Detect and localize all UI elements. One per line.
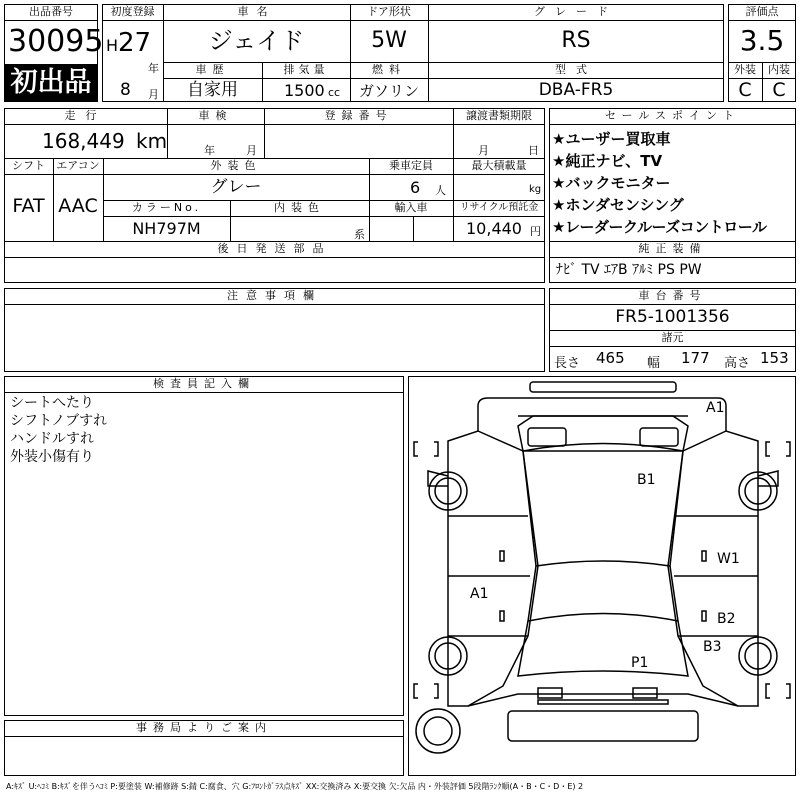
first-listing-badge: 初出品 <box>5 64 97 101</box>
length-label: 長さ <box>554 356 581 371</box>
interior-score: C <box>772 79 786 101</box>
shift-label: シフト <box>12 159 45 172</box>
ac-label: エアコン <box>56 159 100 172</box>
chassis-title: 車台番号 <box>638 289 707 302</box>
import-label: 輸入車 <box>394 201 428 214</box>
inspector-line: ハンドルすれ <box>10 431 94 447</box>
capacity-label: 乗車定員 <box>389 159 433 172</box>
inspector-line: シートへたり <box>10 395 94 411</box>
plate-label: 登録番号 <box>324 109 393 122</box>
color: グレー <box>210 177 262 197</box>
history: 自家用 <box>187 80 238 100</box>
recycle-unit: 円 <box>530 225 541 238</box>
damage-mark: P1 <box>631 655 649 671</box>
inspector-title: 検査員記入欄 <box>153 377 255 390</box>
shaken-month-unit: 月 <box>246 144 257 157</box>
exterior-score: C <box>738 79 752 101</box>
load-unit: kg <box>529 184 542 195</box>
first-reg-label: 初度登録 <box>110 5 155 18</box>
sales-point: ★ホンダセンシング <box>552 196 684 214</box>
model-label: 型式 <box>555 63 597 76</box>
ac: AAC <box>58 195 98 217</box>
lot-number: 30095 <box>8 24 104 59</box>
equipment-title: 純正装備 <box>638 242 707 255</box>
mileage: 168,449 <box>42 129 125 153</box>
equipment: ﾅﾋﾞ TV ｴｱB ｱﾙﾐ PS PW <box>556 262 702 278</box>
later-parts-label: 後日発送部品 <box>217 242 332 255</box>
grade: RS <box>561 28 591 53</box>
recycle-label: リサイクル預託金 <box>459 202 539 213</box>
transfer-day-unit: 日 <box>528 144 539 157</box>
interior-color-unit: 系 <box>354 228 365 241</box>
damage-mark: A1 <box>470 586 489 602</box>
height: 153 <box>760 349 789 367</box>
inspector-line: シフトノブすれ <box>10 413 108 429</box>
displacement-label: 排気量 <box>283 63 329 76</box>
door-label: ドア形状 <box>367 5 411 18</box>
recycle-fee: 10,440 <box>466 219 522 238</box>
exterior-label: 外装 <box>734 63 756 76</box>
first-reg-month: 8 <box>120 80 131 100</box>
interior-color-label: 内装色 <box>274 201 325 214</box>
damage-legend: A:ｷｽﾞ U:ﾍｺﾐ B:ｷｽﾞを伴うﾍｺﾐ P:要塗装 W:補修跡 S:錆 C:腐食、穴 G:ﾌﾛﾝﾄｶﾞﾗｽ点ｷｽﾞ XX:交換済み X:要交換 欠:欠品 内・外装評価 5段階ﾗﾝｸ順(A・B・C・D・E) 2 <box>6 782 584 791</box>
capacity: 6 <box>410 178 421 197</box>
car-name: ジェイド <box>208 27 305 55</box>
shaken-label: 車検 <box>198 109 233 122</box>
interior-label: 内装 <box>768 63 790 76</box>
sales-point: ★純正ナビ、TV <box>552 152 663 170</box>
score-label: 評価点 <box>745 5 779 18</box>
grade-label: グレード <box>534 5 618 18</box>
height-label: 高さ <box>724 356 751 371</box>
year-unit: 年 <box>148 62 159 75</box>
model: DBA-FR5 <box>538 80 614 100</box>
shift: FAT <box>12 195 45 217</box>
damage-mark: B2 <box>717 611 736 627</box>
damage-mark: B1 <box>637 472 656 488</box>
transfer-label: 譲渡書類期限 <box>466 109 532 122</box>
chassis-number: FR5-1001356 <box>615 307 730 327</box>
car-name-label: 車名 <box>237 5 276 18</box>
sales-point: ★ユーザー買取車 <box>552 130 671 148</box>
sales-points-title: セールスポイント <box>604 109 740 122</box>
damage-mark: A1 <box>706 400 725 416</box>
damage-mark: B3 <box>703 639 722 655</box>
fuel: ガソリン <box>358 82 419 100</box>
fuel-label: 燃料 <box>372 63 406 76</box>
load-label: 最大積載量 <box>471 159 527 172</box>
color-no: NH797M <box>132 219 201 238</box>
displacement: 1500 <box>284 81 325 100</box>
score: 3.5 <box>739 24 785 57</box>
sales-point: ★バックモニター <box>552 174 671 192</box>
length: 465 <box>596 349 625 367</box>
damage-mark: W1 <box>717 551 740 567</box>
color-no-label: カラーNo. <box>131 201 202 214</box>
car-body-diagram <box>408 376 796 776</box>
first-reg-year: 27 <box>118 28 152 58</box>
office-title: 事務局よりご案内 <box>136 721 272 734</box>
mileage-label: 走行 <box>64 109 107 122</box>
month-unit: 月 <box>148 88 159 101</box>
displacement-unit: cc <box>328 86 341 99</box>
color-label: 外装色 <box>210 159 262 172</box>
width: 177 <box>681 349 710 367</box>
door-type: 5W <box>371 28 407 53</box>
transfer-month-unit: 月 <box>478 144 489 157</box>
mileage-unit: km <box>136 129 168 153</box>
notes-title: 注意事項欄 <box>227 289 322 302</box>
era: H <box>106 36 119 55</box>
lot-label: 出品番号 <box>29 5 73 18</box>
specs-title: 諸元 <box>661 331 684 344</box>
history-label: 車歴 <box>195 63 230 76</box>
sales-point: ★レーダークルーズコントロール <box>552 218 767 236</box>
width-label: 幅 <box>647 356 661 371</box>
inspector-line: 外装小傷有り <box>10 449 94 465</box>
shaken-year-unit: 年 <box>204 144 215 157</box>
capacity-unit: 人 <box>435 184 446 197</box>
